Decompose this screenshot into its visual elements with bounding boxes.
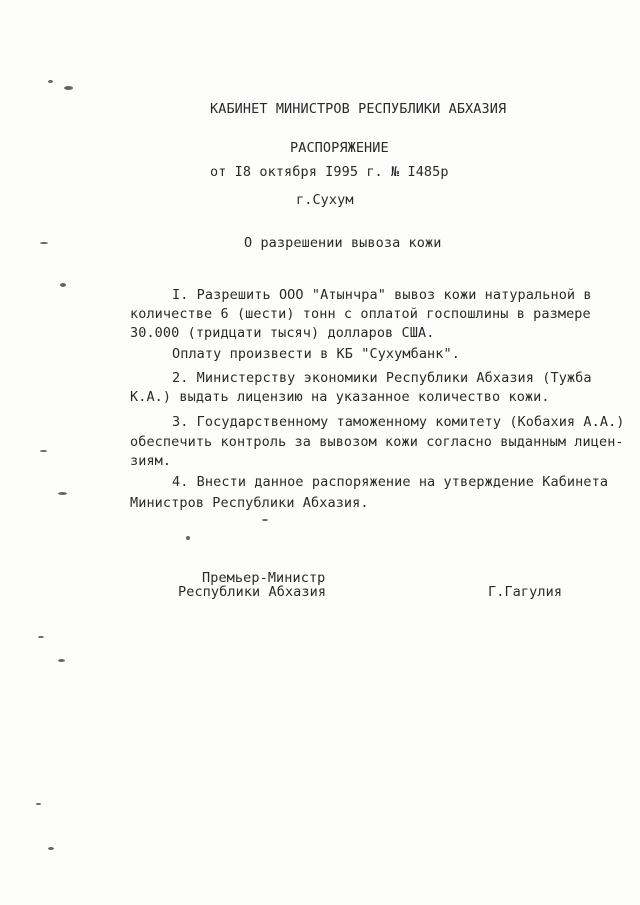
scan-speck (58, 659, 65, 662)
item-1-line-1: I. Разрешить ООО "Атынчра" вывоз кожи натуральной в (172, 287, 592, 303)
scan-speck (38, 636, 44, 638)
item-2-line-2: К.А.) выдать лицензию на указанное количество кожи. (130, 389, 550, 405)
item-4-line-1: 4. Внести данное распоряжение на утверждение Кабинета (172, 474, 609, 490)
payment-line: Оплату произвести в КБ "Сухумбанк". (172, 346, 460, 362)
scan-speck (58, 492, 67, 495)
scan-speck (186, 536, 190, 540)
document-city: г.Сухум (296, 192, 354, 208)
signatory-title-line-2: Республики Абхазия (178, 584, 327, 600)
signatory-name: Г.Гагулия (488, 584, 563, 600)
scan-speck (262, 519, 268, 521)
item-3-line-3: зиям. (130, 453, 172, 469)
item-3-line-1: 3. Государственному таможенному комитету (Кобахия А.А.) (172, 414, 625, 430)
scan-speck (48, 847, 54, 850)
scan-speck (40, 242, 48, 244)
scan-speck (48, 80, 53, 83)
item-3-line-2: обеспечить контроль за вывозом кожи согласно выданным лицен- (130, 434, 624, 450)
scan-speck (60, 283, 66, 287)
document-subject: О разрешении вывоза кожи (244, 235, 442, 251)
document-type: РАСПОРЯЖЕНИЕ (290, 140, 389, 156)
item-1-line-3: 30.000 (тридцати тысяч) долларов США. (130, 325, 435, 341)
signatory-title-line-1: Премьер-Министр (202, 570, 326, 586)
scan-speck (64, 86, 73, 90)
scan-speck (36, 803, 41, 805)
document-date-number: от I8 октября I995 г. № I485р (210, 164, 449, 180)
scan-speck (40, 450, 47, 452)
item-1-line-2: количестве 6 (шести) тонн с оплатой госпошлины в размере (130, 306, 591, 322)
document-header: КАБИНЕТ МИНИСТРОВ РЕСПУБЛИКИ АБХАЗИЯ (210, 101, 507, 117)
item-2-line-1: 2. Министерству экономики Республики Абхазия (Тужба (172, 370, 592, 386)
item-4-line-2: Министров Республики Абхазия. (130, 495, 369, 511)
